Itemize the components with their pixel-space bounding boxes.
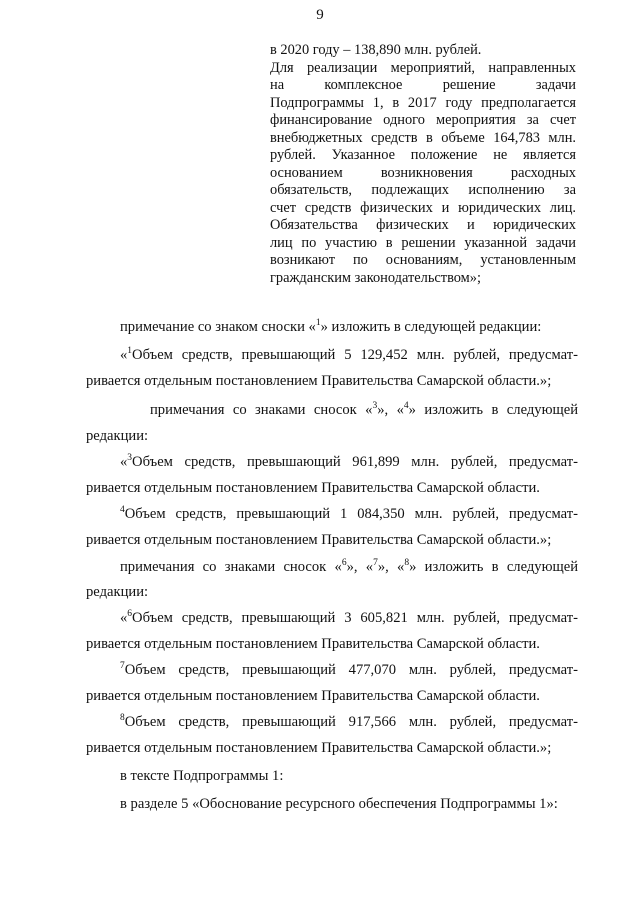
paragraph-note-4-continuation: ривается отдельным постановлением Правительства Самарской области.»; [86,532,552,548]
paragraph-note-8-text: $^8$Объем средств, превышающий 917,566 млн. рублей, предусмат- [120,713,578,730]
quoted-table-cell-text [270,42,576,287]
page-number: 9 [316,7,324,23]
paragraph-note-4-text: $^4$Объем средств, превышающий 1 084,350 млн. рублей, предусмат- [120,505,578,522]
paragraph-note-8-continuation: ривается отдельным постановлением Правительства Самарской области.»; [86,740,552,756]
box-line: лиц по участию в решении указанной задачи [270,234,576,251]
paragraph-note-1-continuation: ривается отдельным постановлением Правительства Самарской области.»; [86,373,552,389]
box-line: возникают по основаниям, установленным [270,252,576,268]
box-line: Подпрограммы 1, в 2017 году предполагается [270,94,576,111]
paragraph-note-3-text: «$^3$Объем средств, превышающий 961,899 млн. рублей, предусмат- [120,453,578,470]
paragraph-section-5: в разделе 5 «Обоснование ресурсного обеспечения Подпрограммы 1»: [120,796,558,812]
box-line: гражданским законодательством»; [270,269,481,286]
paragraph-note-1-text: «$^1$Объем средств, превышающий 5 129,452 млн. рублей, предусмат- [120,346,578,363]
box-line: обязательств, подлежащих исполнению за [270,182,576,198]
paragraph-notes-6-8-intro: примечания со знаками сносок «$^6$», «$^7$», «$^8$» изложить в следующей [120,558,579,575]
paragraph-subprogram-text: в тексте Подпрограммы 1: [120,768,284,784]
paragraph-note-3-continuation: ривается отдельным постановлением Правительства Самарской области. [86,480,540,496]
paragraph-note-1-intro: примечание со знаком сноски «$^1$» изложить в следующей редакции: [120,318,542,335]
box-line: финансирование одного мероприятия за счет [270,112,576,128]
box-line: на комплексное решение задачи [270,77,576,93]
box-line: счет средств физических и юридических лиц. [270,199,576,216]
box-line: основанием возникновения расходных [270,164,576,181]
paragraph-notes-6-8-intro-line2: редакции: [86,584,149,600]
box-line: Обязательства физических и юридических [270,217,576,233]
paragraph-note-6-continuation: ривается отдельным постановлением Правительства Самарской области. [86,636,540,652]
box-line: рублей. Указанное положение не является [270,147,576,163]
paragraph-note-7-text: $^7$Объем средств, превышающий 477,070 млн. рублей, предусмат- [120,661,578,678]
box-line: Для реализации мероприятий, направленных [270,59,576,76]
paragraph-notes-3-4-intro-line2: редакции: [86,428,149,444]
paragraph-notes-3-4-intro: примечания со знаками сносок «$^3$», «$^4$» изложить в следующей [150,401,579,418]
box-line: внебюджетных средств в объеме 164,783 млн. [270,129,576,146]
paragraph-note-6-text: «$^6$Объем средств, превышающий 3 605,821 млн. рублей, предусмат- [120,609,578,626]
paragraph-note-7-continuation: ривается отдельным постановлением Правительства Самарской области. [86,688,540,704]
box-line: в 2020 году – 138,890 млн. рублей. [270,42,482,58]
